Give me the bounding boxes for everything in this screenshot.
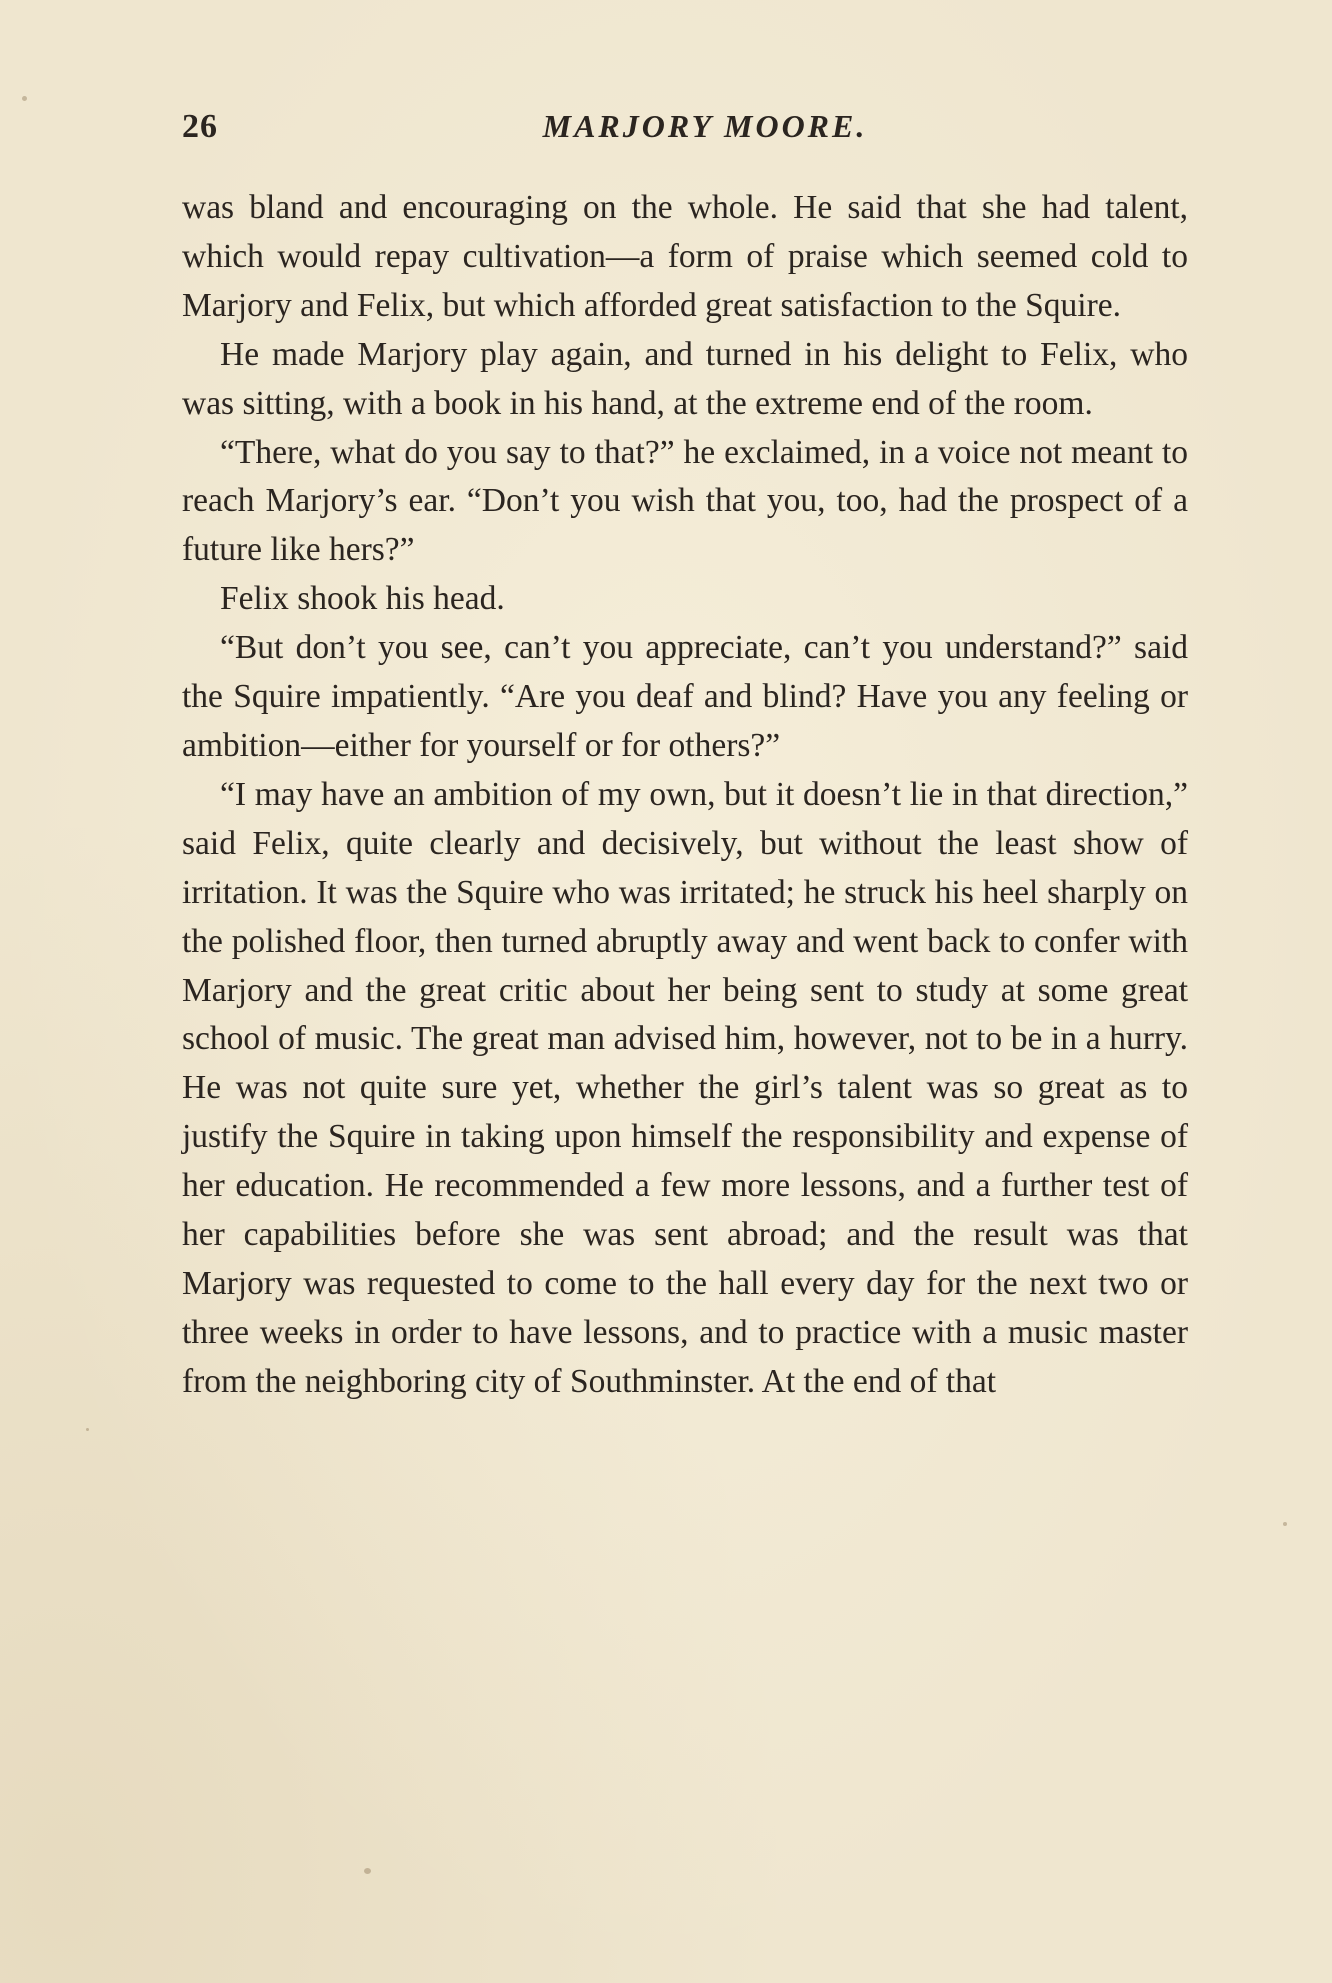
paragraph: “But don’t you see, can’t you appreciate, can’t you understand?” said the Squire impatiently. “Are you deaf and blind? Have you any feeling or ambition—either for yourself or for others?” [182, 629, 1188, 764]
paragraph: was bland and encouraging on the whole. He said that she had talent, which would repay cultivation—a form of praise which seemed cold to Marjory and Felix, but which afforded great satisfaction to the Squire. [182, 189, 1188, 324]
paper-speck [86, 1428, 89, 1431]
paper-speck [22, 96, 27, 101]
paper-speck [364, 1868, 371, 1874]
page-number: 26 [182, 108, 218, 145]
running-title: MARJORY MOORE. [542, 108, 868, 144]
running-head [182, 108, 1188, 152]
paragraph: He made Marjory play again, and turned in his delight to Felix, who was sitting, with a book in his hand, at the extreme end of the room. [182, 335, 1188, 422]
paragraph: Felix shook his head. [220, 580, 505, 618]
paper-speck [1283, 1522, 1287, 1526]
paragraph: “I may have an ambition of my own, but it doesn’t lie in that direction,” said Felix, quite clearly and decisively, but without the least show of irritation. It was the Squire who was irritated; he struck his heel sharply on the polished floor, then turned abruptly away and went back to confer with Marjory and the great critic about her being sent to study at some great school of music. The great man advised him, however, not to be in a hurry. He was not quite sure yet, whether the girl’s talent was so great as to justify the Squire in taking upon himself the responsibility and expense of her education. He recommended a few more lessons, and a further test of her capabilities before she was sent abroad; and the result was that Marjory was requested to come to the hall every day for the next two or three weeks in order to have lessons, and to practice with a music master from the neighboring city of Southminster. At the end of that [182, 775, 1188, 1400]
paragraph: “There, what do you say to that?” he exclaimed, in a voice not meant to reach Marjory’s ear. “Don’t you wish that you, too, had the prospect of a future like hers?” [182, 433, 1188, 569]
body-text [182, 184, 1188, 1407]
